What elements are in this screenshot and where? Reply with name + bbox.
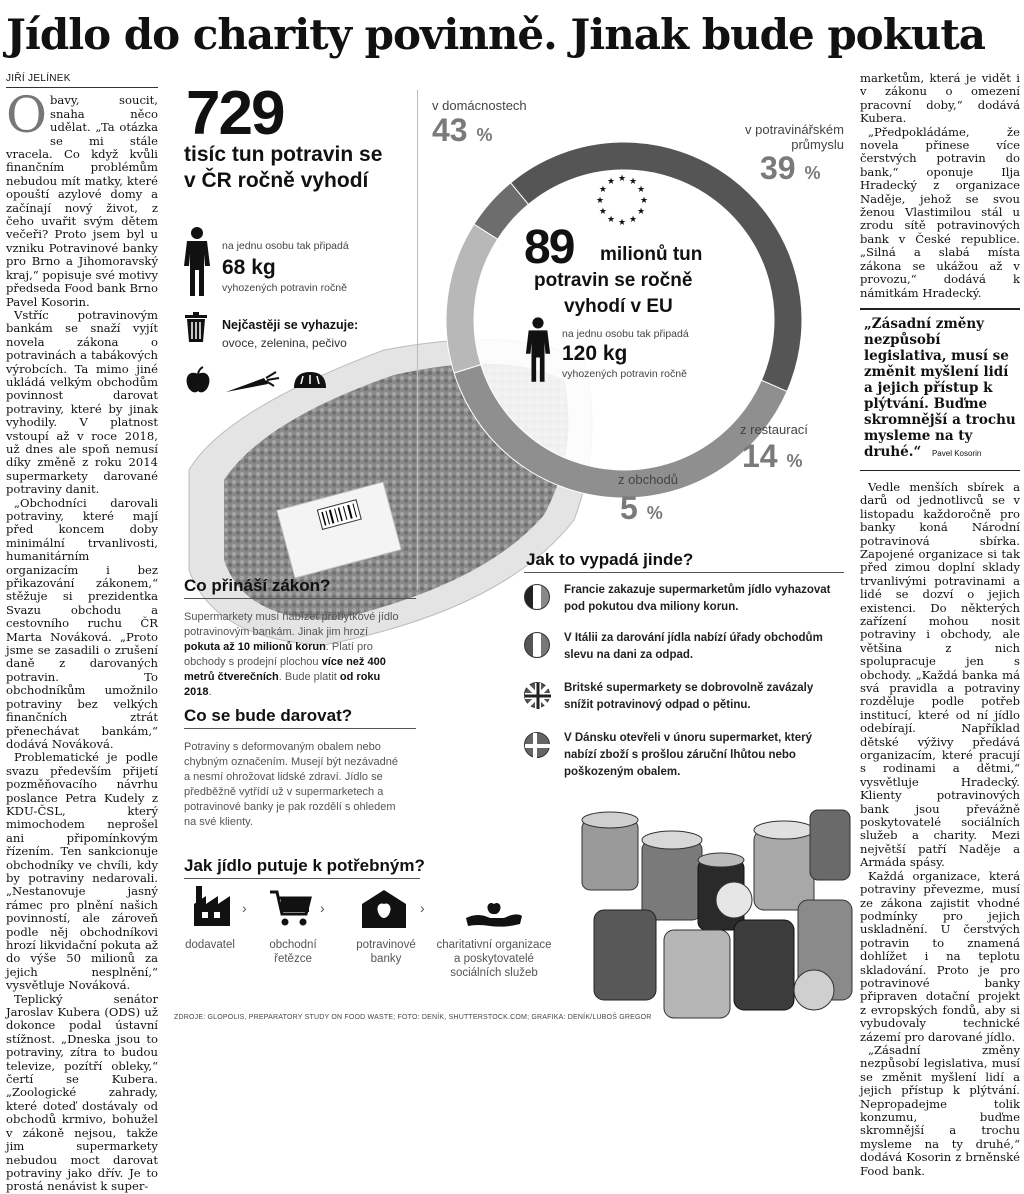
star-icon: ★ [598,185,607,195]
eu-per-person-label: na jednu osobu tak připadá [562,328,689,340]
person-icon [182,226,212,298]
apple-icon [184,366,212,394]
divider [184,878,420,879]
arrow-icon: › [420,900,425,916]
arrow-icon: › [242,900,247,916]
star-icon: ★ [606,215,616,226]
paragraph: Problematické je podle svazu především přijetí pozměňovacího návrhu poslance Petra Kudely z KDU-ČSL, který mimochodem neprošel ani připomínkovým řízením. Ten sankcionuje obchodníky ve chvíli, kdy by potraviny nedarovali. „Nestanovuje jasný rámec pro plnění našich povinností, ale zároveň podle něj obchodníkovi hrozí likvidační pokuta až do výše 50 milionů za jejich nesplnění,“ vysvětluje Nováková. [6,750,158,993]
france-flag-icon [524,584,550,610]
eu-per-person-value: 120 kg [562,342,628,365]
paragraph: marketům, která je vidět i v zákonu o omezení pracovní doby,“ dodává Kubera. [860,71,1020,126]
paragraph: „Obchodníci darovali potraviny, které mají před koncem doby minimální trvanlivosti, humanitárním organizacím i bez přikazování zákonem,“ stěžuje si prezidentka Svazu obchodu a cestovního ruchu ČR Marta Nováková. „Proto jsme se zasadili o zrušení daně z darovaných potravin. To obchodníkům umožnilo potraviny bez velkých finančních ztrát přenechávat bankám,“ dodává Nováková. [6,495,158,751]
country-item-denmark: V Dánsku otevřeli v únoru supermarket, který nabízí zboží s prošlou záruční lhůtou nebo poškozeným obalem. [524,730,844,781]
elsewhere-heading: Jak to vypadá jinde? [526,550,694,569]
country-item-italy: V Itálii za darování jídla nabízí úřady obchodům slevu na dani za odpad. [524,630,844,664]
flow-step-supplier: dodavatel [185,939,235,951]
trash-icon [184,312,208,342]
paragraph: Vedle menších sbírek a darů od jednotlivců se v listopadu každoročně pro banky koná Národní potravinová sbírka. Zapojené organizace si tak před zimou doplní sklady trvanlivými potravinami a lidé se dozví o jejich existenci. Do některých zařízení mohou nosit potraviny i obchody, ale většina z nich spolupracuje jen s obchody. „Každá banka má svá pravidla a potraviny rozděluje podle potřeb institucí, které od ní jídlo odebírají. Například dětské výživy předává organizacím, které pracují s rodinami a dětmi,“ vysvětluje Hradecký. Klienty potravinových bank jsou převážně poskytovatelé sociálních služeb a charity. Mezi největší patří Naděje a Armáda spásy. [860,479,1020,870]
paragraph: „Předpokládáme, že novela přinese více čerstvých potravin do bank,“ oponuje Ilja Hradecký z organizace Naděje, jehož se svou ženou Vlastimilou stál u zrodu sítě potravinových bank v České republice. „Silná a slabá místa zákona se ukážou až v provozu,“ dodává k námitkám Hradecký. [860,124,1020,300]
paragraph: Teplický senátor Jaroslav Kubera (ODS) už dokonce podal ústavní stížnost. „Dneska jsou to potraviny, zítra to budou televize, pozítří obleky,“ čertí se Kubera. „Zoologické zahrady, které doteď dostávaly od obchodů krmivo, bohužel v zákoně nejsou, takže jim supermarkety nebudou moct darovat potraviny jako dřív. Je to prostá nenávist k super- [6,991,158,1194]
flow-step-charity: charitativní organizace a poskytovatelé sociálních služeb [436,939,552,979]
eu-per-person-sub: vyhozených potravin ročně [562,368,687,380]
bread-icon [292,370,328,394]
left-article-column [6,72,158,1194]
eu-title-b: potravin se ročně [534,270,693,291]
cart-icon [268,888,312,928]
star-icon: ★ [606,176,616,187]
uk-flag-icon [524,682,550,708]
infographic [164,70,854,1024]
donate-heading: Co se bude darovat? [184,706,353,725]
right-article-column [860,71,1020,1178]
dropcap: O [6,86,47,145]
cz-per-person-sub: vyhozených potravin ročně [222,282,347,294]
star-icon: ★ [595,196,605,206]
label-industry: v potravinářském průmyslu [745,122,844,152]
person-icon [524,316,552,384]
flow-step-retail: obchodní řetězce [269,939,317,965]
italy-flag-icon [524,632,550,658]
country-item-france: Francie zakazuje supermarketům jídlo vyhazovat pod pokutou dva miliony korun. [524,582,844,616]
cans-photo [574,790,854,1020]
hand-icon [464,890,524,928]
value-industry: 39 % [760,150,821,186]
star-icon: ★ [617,218,627,228]
denmark-flag-icon [524,732,550,758]
most-thrown-label: Nejčastěji se vyhazuje: [222,318,359,332]
donate-text: Potraviny s deformovaným obalem nebo chybným označením. Musejí být nezávadné a nesmí ohrožovat lidské zdraví. Jídlo se předběžně vytřídí už v supermarketech a potravinové banky je pak rozdělí s ohledem na své klienty. [184,741,399,828]
eu-stars-icon [592,170,652,230]
value-households: 43 % [432,112,493,148]
label-restaurants: z restaurací [740,422,808,437]
divider [417,90,418,590]
factory-icon [192,886,236,926]
most-thrown-items: ovoce, zelenina, pečivo [222,336,347,350]
star-icon: ★ [628,215,638,226]
star-icon: ★ [639,196,649,206]
cz-per-person-value: 68 kg [222,256,276,279]
paragraph: Obavy, soucit, snaha něco udělat. „Ta otázka se mi stále vracela. Co když kvůli finančním problémům nebudou mít matky, které opouští azylové domy a začínají nový život, z čeho uvařit svým dětem večeři? Proto jsem byl u vzniku Potravinové banky pro Brno a Jihomoravský kraj,“ popisuje své motivy předseda Food bank Brno Pavel Kosorin. [6,86,158,309]
star-icon: ★ [637,207,646,217]
cz-per-person-label: na jednu osobu tak připadá [222,240,349,252]
eu-title-c: vyhodí v EU [564,296,673,317]
flow-heading: Jak jídlo putuje k potřebným? [184,856,425,875]
value-restaurants: 14 % [742,438,803,474]
eu-big-number: 89 [524,221,574,274]
flow-step-foodbank: potravinové banky [356,939,416,965]
credit-line: ZDROJE: GLOPOLIS, PREPARATORY STUDY ON FOOD WASTE; FOTO: DENÍK, SHUTTERSTOCK.COM; GRAFIKA: DENÍK/LUBOŠ GREGOR [174,1014,652,1021]
warehouse-icon [360,888,408,928]
star-icon: ★ [598,207,607,217]
law-text: Supermarkety musí nabízet přebytkové jídlo potravinovým bankám. Jinak jim hrozí pokuta až 10 milionů korun. Platí pro obchody s prodejní plochou více než 400 metrů čtverečních. Bude platit od roku 2018. [184,611,399,698]
carrot-icon [224,372,280,394]
paragraph: Každá organizace, která potraviny převezme, musí ze zákona zajistit vhodné podmínky pro jejich uskladnění. U čerstvých potravin to znamená dohlížet i na teplotu skladování. Proto je pro potravinové banky připraven dotační projekt z evropských fondů, aby si vybudovaly technické zázemí pro darované jídlo. [860,868,1020,1044]
star-icon: ★ [628,176,638,187]
paragraph: „Zásadní změny nezpůsobí legislativa, musí se změnit myšlení lidí a jejich přístup k plýtvání. Nepropadejme tolik konzumu, buďme skromnější a trochu mysleme na ty druhé,“ dodává Kosorin z brněnské Food bank. [860,1042,1020,1178]
divider [184,728,416,729]
label-households: v domácnostech [432,98,527,113]
pull-quote [860,308,1020,471]
cz-big-number: 729 [186,79,284,148]
headline: Jídlo do charity povinně. Jinak bude pokuta [6,10,985,59]
paragraph: Vstříc potravinovým bankám se snaží vyjít novela zákona o potravinách a tabákových výrobcích. Ta mimo jiné ukládá velkým obchodům povinnost darovat potraviny, které by jinak vyhodily. V platnost vstoupí až v roce 2018, už dnes ale spoň nemusí díky změně z roku 2014 supermarkety darované potraviny danit. [6,307,158,497]
divider [184,598,416,599]
pull-quote-text: „Zásadní změny nezpůsobí legislativa, musí se změnit myšlení lidí a jejich přístup k plýtvání. Buďme skromnější a trochu mysleme na ty druhé.“ [864,315,1016,460]
star-icon: ★ [617,174,627,184]
law-heading: Co přináší zákon? [184,576,331,595]
divider [524,572,844,573]
arrow-icon: › [320,900,325,916]
star-icon: ★ [637,185,646,195]
byline: JIŘÍ JELÍNEK [6,72,158,88]
value-shops: 5 % [620,490,663,526]
pull-quote-author: Pavel Kosorin [931,448,982,458]
cz-title: tisíc tun potravin se v ČR ročně vyhodí [184,143,383,192]
country-item-uk: Britské supermarkety se dobrovolně zavázaly snížit potravinový odpad o pětinu. [524,680,844,714]
label-shops: z obchodů [618,472,678,487]
eu-title-a: milionů tun [600,244,703,265]
